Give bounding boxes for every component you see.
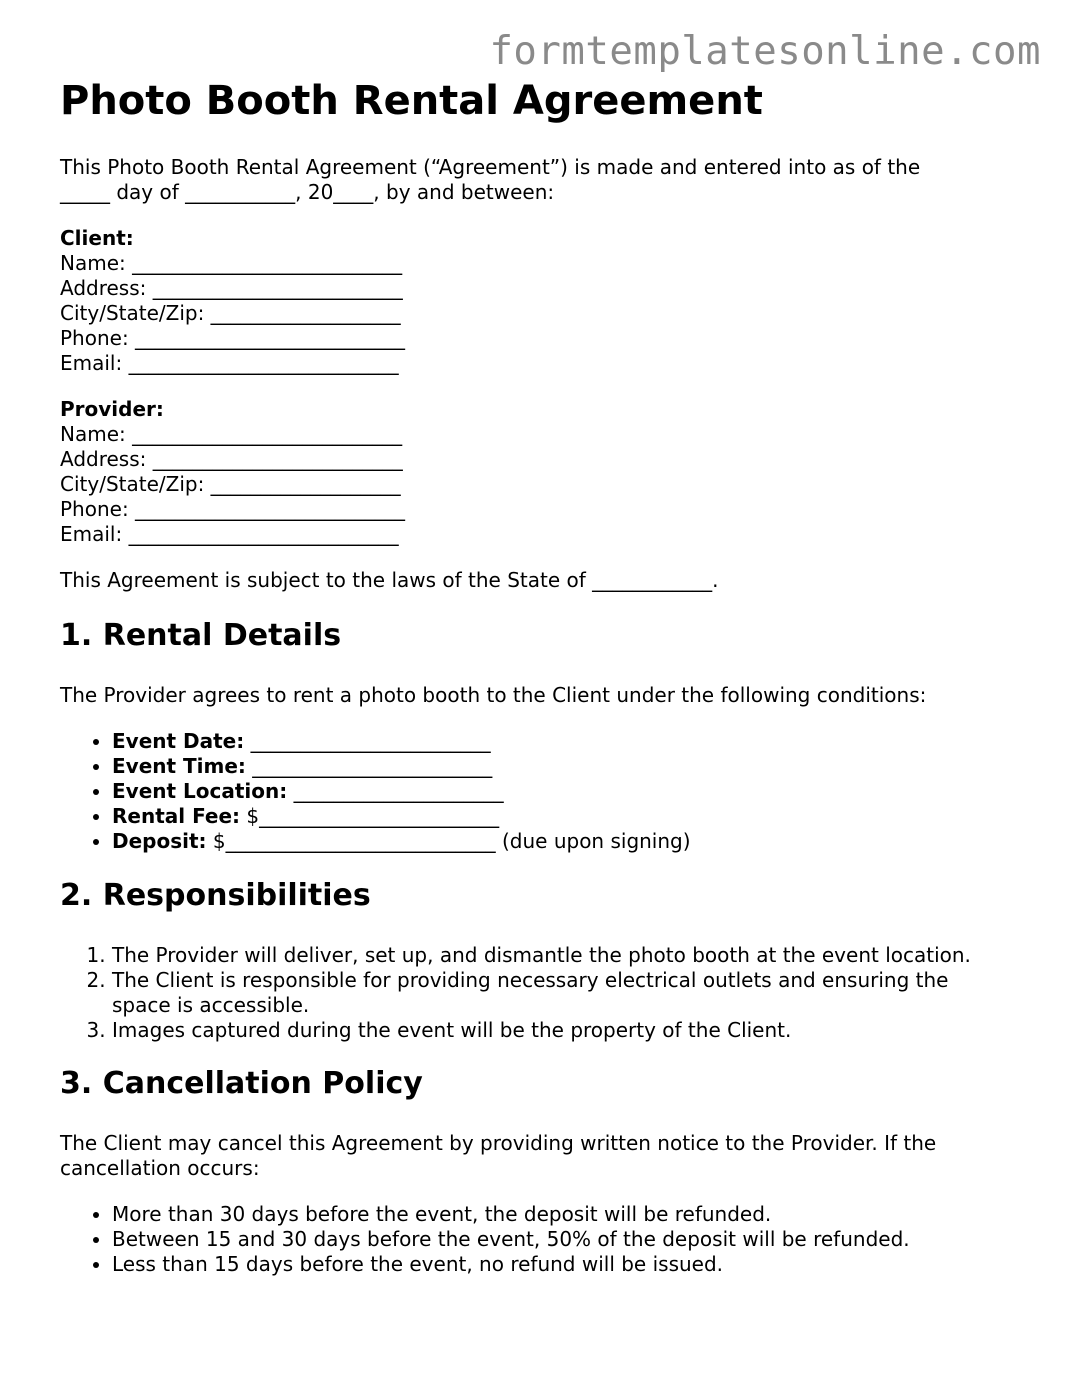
governing-law-text: This Agreement is subject to the laws of the State of ____________. <box>60 568 719 592</box>
list-item-event-time <box>112 754 1020 779</box>
client-city-field: City/State/Zip: ___________________ <box>60 301 401 325</box>
list-item-rental-fee <box>112 804 1020 829</box>
list-item: • Less than 15 days before the event, no refund will be issued. <box>112 1252 1020 1277</box>
event-location-blank: _____________________ <box>287 779 504 803</box>
section-3-heading: 3. Cancellation Policy <box>60 1066 423 1101</box>
intro-paragraph <box>60 155 1020 205</box>
list-item-event-location <box>112 779 1020 804</box>
list-item-event-date <box>112 729 1020 754</box>
section-3-intro: The Client may cancel this Agreement by providing written notice to the Provider. If the cancellation occurs: <box>60 1131 937 1180</box>
section-1-intro <box>60 683 1020 708</box>
section-2-heading: 2. Responsibilities <box>60 878 371 913</box>
intro-line-1: This Photo Booth Rental Agreement (“Agreement”) is made and entered into as of the <box>60 155 921 179</box>
provider-address-field: Address: _________________________ <box>60 447 403 471</box>
provider-heading: Provider: <box>60 397 164 421</box>
list-item-deposit <box>112 829 1020 854</box>
rental-details-list-wrap <box>60 729 1020 854</box>
client-name-field: Name: ___________________________ <box>60 251 403 275</box>
responsibilities-list-wrap <box>60 943 1020 1043</box>
event-time-label: Event Time: <box>112 754 246 778</box>
provider-name-field: Name: ___________________________ <box>60 422 403 446</box>
rental-fee-blank: $________________________ <box>240 804 500 828</box>
list-item: 2. The Client is responsible for providing necessary electrical outlets and ensuring the space is accessible. <box>112 968 1020 1018</box>
cancellation-list <box>60 1202 1020 1277</box>
provider-city-field: City/State/Zip: ___________________ <box>60 472 401 496</box>
deposit-blank: $___________________________ (due upon signing) <box>206 829 691 853</box>
client-block <box>60 226 1020 376</box>
watermark-text: formtemplatesonline.com <box>489 29 1041 74</box>
section-1-heading: 1. Rental Details <box>60 618 342 653</box>
rental-fee-label: Rental Fee: <box>112 804 241 828</box>
client-phone-field: Phone: ___________________________ <box>60 326 406 350</box>
client-email-field: Email: ___________________________ <box>60 351 399 375</box>
section-1-intro-text: The Provider agrees to rent a photo booth to the Client under the following conditions: <box>60 683 927 707</box>
event-time-blank: ________________________ <box>245 754 493 778</box>
event-date-label: Event Date: <box>112 729 245 753</box>
list-item: 1. The Provider will deliver, set up, and dismantle the photo booth at the event location. <box>112 943 1020 968</box>
provider-block <box>60 397 1020 547</box>
provider-email-field: Email: ___________________________ <box>60 522 399 546</box>
rental-details-list <box>60 729 1020 854</box>
list-item: • Between 15 and 30 days before the event, 50% of the deposit will be refunded. <box>112 1227 1020 1252</box>
client-address-field: Address: _________________________ <box>60 276 403 300</box>
list-item: 3. Images captured during the event will be the property of the Client. <box>112 1018 1020 1043</box>
event-date-blank: ________________________ <box>244 729 491 753</box>
governing-law-paragraph <box>60 568 1020 593</box>
cancellation-list-wrap <box>60 1202 1020 1277</box>
deposit-label: Deposit: <box>112 829 207 853</box>
intro-line-2: _____ day of ___________, 20____, by and between: <box>60 180 555 204</box>
provider-phone-field: Phone: ___________________________ <box>60 497 406 521</box>
list-item: • More than 30 days before the event, the deposit will be refunded. <box>112 1202 1020 1227</box>
event-location-label: Event Location: <box>112 779 288 803</box>
page-title: Photo Booth Rental Agreement <box>60 78 763 124</box>
responsibilities-list <box>60 943 1020 1043</box>
client-heading: Client: <box>60 226 134 250</box>
